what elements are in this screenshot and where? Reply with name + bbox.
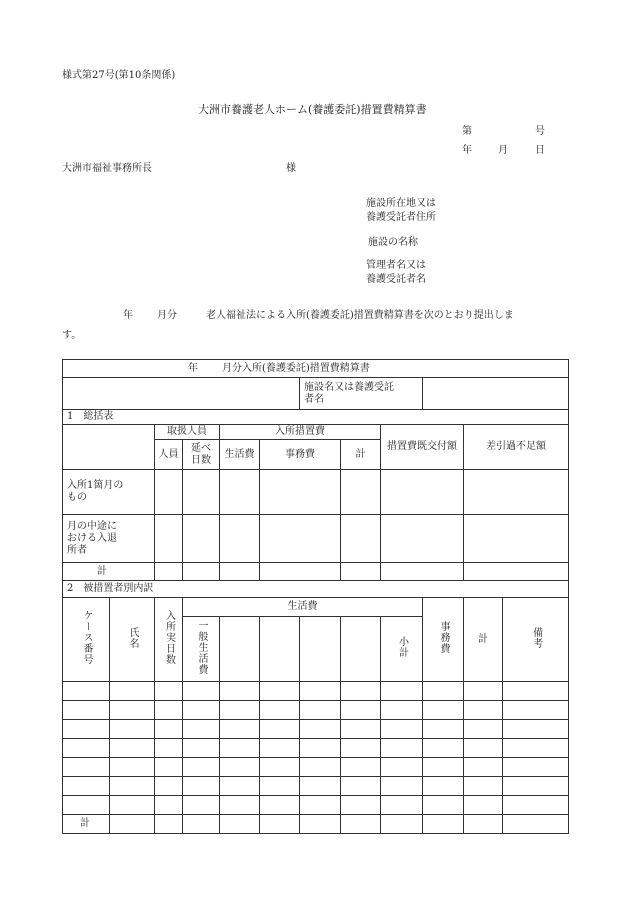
submitter-address-label-1: 施設所在地又は: [366, 198, 436, 209]
doc-no-go: 号: [535, 126, 545, 137]
toriatsukai-header: 取扱人員: [155, 425, 220, 440]
submitter-manager-label-1: 管理者名又は: [366, 260, 426, 271]
date-year: 年: [462, 145, 472, 156]
doc-no-dai: 第: [462, 126, 472, 137]
shimei-header: 氏名: [110, 598, 155, 682]
case-no-header: ケース番号: [63, 598, 110, 682]
table-header-year: 年: [188, 362, 198, 374]
facility-name-label: 施設名又は養護受託 者名: [300, 378, 423, 410]
table-header-cell: [63, 360, 569, 378]
table-row: [63, 796, 569, 815]
summary-section-label: 1 総括表: [63, 410, 569, 425]
sabiki-header: 差引過不足額: [464, 425, 569, 470]
detail-section-label: 2 被措置者別内訳: [63, 581, 569, 598]
date-month: 月: [498, 145, 508, 156]
kofu-header: 措置費既交付額: [381, 425, 464, 470]
body-year: 年: [123, 310, 133, 321]
summary-row-midmonth: 月の中途に おける入退 所者: [63, 515, 155, 563]
facility-name-value: [423, 378, 569, 410]
summary-row-full-month: 入所1箇月の もの: [63, 470, 155, 515]
shokei-header: 小計: [381, 617, 423, 682]
body-month: 月分: [157, 310, 177, 321]
seikatsu-detail-header: 生活費: [183, 598, 423, 617]
nissu-header: 入所実日数: [155, 598, 183, 682]
table-row: [63, 682, 569, 701]
table-row: [63, 758, 569, 777]
form-number: 様式第27号(第10条関係): [62, 70, 176, 81]
jinin-header: 人員: [155, 440, 183, 470]
kei-header: 計: [341, 440, 381, 470]
ippan-header: 一般生活費: [183, 617, 220, 682]
submitter-address-label-2: 養護受託者住所: [366, 212, 436, 223]
nyusho-sochi-header: 入所措置費: [220, 425, 381, 440]
document-title: 大洲市養護老人ホーム(養護委託)措置費精算書: [198, 103, 427, 116]
detail-total-label: 計: [63, 815, 110, 834]
jimu-detail-header: 事務費: [423, 598, 464, 682]
jimu-header: 事務費: [260, 440, 341, 470]
body-statement: 老人福祉法による入所(養護委託)措置費精算書を次のとおり提出しま: [206, 310, 514, 321]
biko-header: 備考: [503, 598, 569, 682]
nobe-header: 延べ 日数: [183, 440, 220, 470]
table-row: [63, 720, 569, 739]
table-row: [63, 701, 569, 720]
table-header-title: 月分入所(養護委託)措置費精算書: [222, 362, 370, 374]
date-day: 日: [535, 145, 545, 156]
kei-detail-header: 計: [464, 598, 503, 682]
seikatsu-header: 生活費: [220, 440, 260, 470]
settlement-table: [62, 359, 569, 834]
table-row: [63, 739, 569, 758]
summary-total-label: 計: [63, 563, 155, 581]
submitter-manager-label-2: 養護受託者名: [366, 274, 426, 285]
table-row: [63, 777, 569, 796]
body-statement-end: す。: [62, 330, 82, 341]
addressee-honorific: 様: [286, 163, 296, 174]
addressee: 大洲市福祉事務所長: [62, 163, 152, 174]
submitter-facility-label: 施設の名称: [368, 237, 418, 248]
